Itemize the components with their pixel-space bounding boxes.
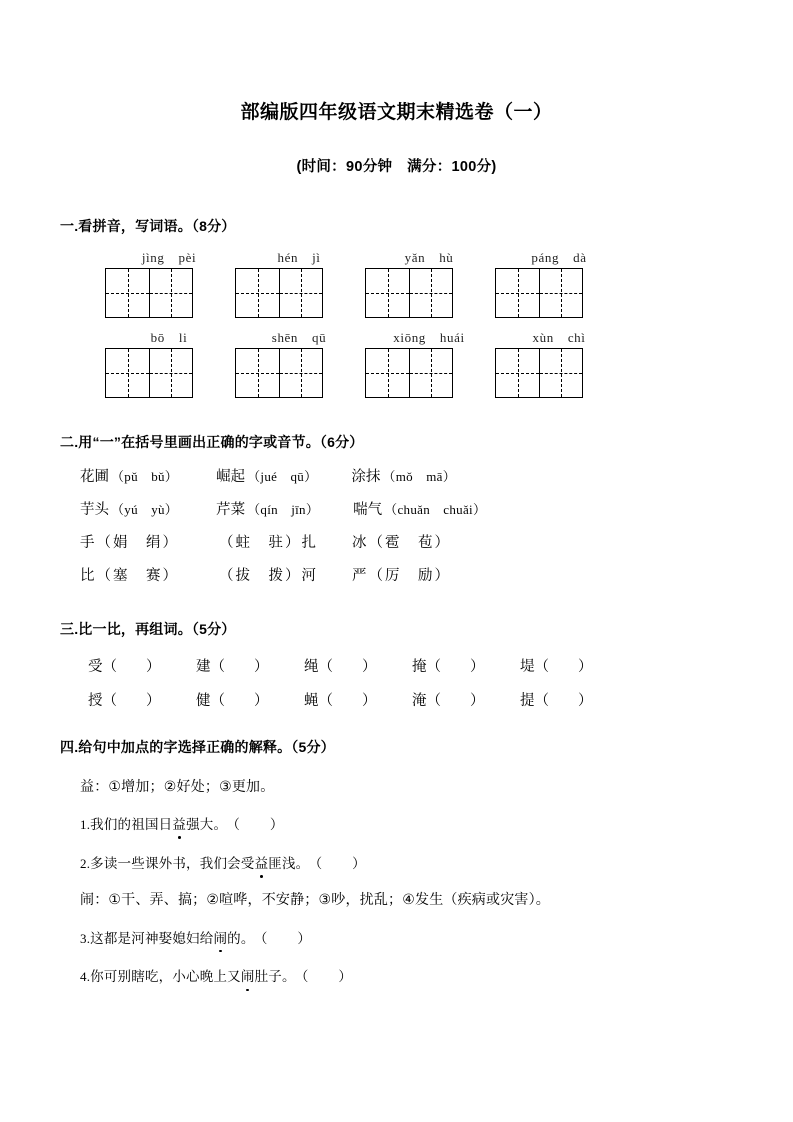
sentence-prefix: 这都是河神娶媳妇给 xyxy=(90,930,214,946)
word-formation-item[interactable]: 提（ ） xyxy=(520,692,593,709)
character-box[interactable] xyxy=(279,349,322,397)
pinyin-syllable: li xyxy=(178,329,188,345)
choice-options[interactable]: （pǔ bǔ） xyxy=(111,468,179,484)
pinyin-group xyxy=(105,247,235,318)
choice-word: 崛起 xyxy=(216,468,246,485)
word-formation-item[interactable]: 绳（ ） xyxy=(304,658,377,675)
choice-question-row xyxy=(50,461,743,494)
pinyin-row-2 xyxy=(50,318,743,398)
answer-blank[interactable]: （ ） xyxy=(301,969,353,985)
word-formation-row-bottom xyxy=(50,682,743,716)
character-box[interactable] xyxy=(236,269,279,317)
choice-item[interactable] xyxy=(216,469,317,486)
pinyin-group xyxy=(365,247,495,318)
character-box-pair[interactable] xyxy=(365,268,453,318)
choice-word: 芋头 xyxy=(80,501,109,518)
sentence-prefix: 多读一些课外书，我们会受 xyxy=(90,856,255,872)
meaning-question-item xyxy=(50,948,743,987)
word-formation-item[interactable]: 健（ ） xyxy=(196,692,269,709)
choice-item[interactable] xyxy=(353,502,486,519)
sentence-suffix: 匪浅。 xyxy=(268,856,310,872)
character-box[interactable] xyxy=(539,269,582,317)
word-formation-item[interactable]: 蝇（ ） xyxy=(304,692,377,709)
choice-item[interactable] xyxy=(351,469,456,486)
character-box-pair[interactable] xyxy=(235,268,323,318)
character-box[interactable] xyxy=(496,269,539,317)
section-four-heading: 四.给句中加点的字选择正确的解释。（5分） xyxy=(60,739,335,756)
pinyin-syllable: hù xyxy=(439,249,454,265)
word-formation-item[interactable]: 堤（ ） xyxy=(520,658,593,675)
character-box[interactable] xyxy=(409,269,452,317)
pinyin-syllable: pèi xyxy=(178,249,197,265)
character-box[interactable] xyxy=(149,269,192,317)
choice-question-row xyxy=(50,527,743,560)
character-box[interactable] xyxy=(106,349,149,397)
character-box-pair[interactable] xyxy=(235,348,323,398)
answer-blank[interactable]: （ ） xyxy=(233,817,285,833)
meaning-question-item xyxy=(50,835,743,874)
choice-question-list xyxy=(50,451,743,593)
meaning-question-item xyxy=(50,910,743,949)
sentence-suffix: 肚子。 xyxy=(254,969,296,985)
pinyin-label-pair xyxy=(495,327,625,348)
sentence-prefix: 我们的祖国日 xyxy=(90,817,173,833)
character-box[interactable] xyxy=(106,269,149,317)
choice-options[interactable]: （yú yù） xyxy=(111,501,179,517)
pinyin-row-1 xyxy=(50,247,743,318)
meaning-selection-block xyxy=(50,757,743,988)
pinyin-group xyxy=(495,247,625,318)
choice-options[interactable]: （蛀 驻）扎 xyxy=(219,534,318,551)
choice-word: 严 xyxy=(352,567,367,584)
pinyin-group xyxy=(495,327,625,398)
choice-options[interactable]: （娟 绢） xyxy=(96,534,179,551)
pinyin-syllable: dà xyxy=(573,249,587,265)
character-box[interactable] xyxy=(409,349,452,397)
section-four xyxy=(50,716,743,987)
definition-line-nao: 闹：①干、弄、搞；②喧哗，不安静；③吵，扰乱；④发生（疾病或灾害）。 xyxy=(80,890,551,907)
choice-word: 芹菜 xyxy=(216,501,246,518)
choice-item[interactable] xyxy=(216,502,319,519)
pinyin-syllable: bō xyxy=(150,329,165,345)
item-number: 3. xyxy=(80,930,91,946)
sentence-suffix: 的。 xyxy=(227,930,255,946)
pinyin-syllable: shēn xyxy=(271,329,299,345)
choice-item[interactable] xyxy=(80,502,178,519)
pinyin-label-pair xyxy=(235,327,365,348)
choice-word: 冰 xyxy=(352,534,367,551)
character-box-pair[interactable] xyxy=(365,348,453,398)
section-two-heading: 二.用“一”在括号里画出正确的字或音节。（6分） xyxy=(60,433,364,450)
choice-options[interactable]: （qín jīn） xyxy=(247,501,320,517)
choice-question-row xyxy=(50,494,743,527)
pinyin-group xyxy=(365,327,495,398)
pinyin-syllable: xiōng xyxy=(393,329,426,345)
choice-item[interactable] xyxy=(217,535,318,552)
character-box[interactable] xyxy=(496,349,539,397)
character-box[interactable] xyxy=(149,349,192,397)
word-formation-item[interactable]: 建（ ） xyxy=(196,658,269,675)
pinyin-label-pair xyxy=(495,247,625,268)
pinyin-label-pair xyxy=(365,247,495,268)
section-two xyxy=(50,398,743,593)
pinyin-group xyxy=(105,327,235,398)
pinyin-syllable: jì xyxy=(312,249,321,265)
character-box-pair[interactable] xyxy=(495,268,583,318)
answer-blank[interactable]: （ ） xyxy=(260,930,312,946)
choice-options[interactable]: （mǒ mā） xyxy=(382,468,456,484)
choice-options[interactable]: （chuǎn chuǎi） xyxy=(384,501,487,517)
pinyin-label-pair xyxy=(235,247,365,268)
choice-item[interactable] xyxy=(80,469,178,486)
choice-item[interactable] xyxy=(80,568,179,585)
item-number: 2. xyxy=(80,856,91,872)
choice-options[interactable]: （拔 拨）河 xyxy=(219,567,318,584)
word-formation-block xyxy=(50,638,743,716)
pinyin-syllable: jìng xyxy=(141,249,165,265)
character-box-pair[interactable] xyxy=(105,268,193,318)
character-box[interactable] xyxy=(236,349,279,397)
choice-options[interactable]: （jué qū） xyxy=(247,468,318,484)
choice-item[interactable] xyxy=(352,535,451,552)
character-box[interactable] xyxy=(366,269,409,317)
pinyin-label-pair xyxy=(365,327,495,348)
pinyin-syllable: huái xyxy=(439,329,465,345)
choice-options[interactable]: （塞 赛） xyxy=(96,567,179,584)
choice-word: 喘气 xyxy=(353,501,383,518)
word-formation-row-top xyxy=(50,648,743,682)
word-formation-item[interactable]: 淹（ ） xyxy=(412,692,485,709)
choice-word: 手 xyxy=(80,534,95,551)
section-three xyxy=(50,593,743,716)
section-one-heading: 一.看拼音，写词语。（8分） xyxy=(60,217,236,234)
choice-item[interactable] xyxy=(352,568,451,585)
choice-word: 比 xyxy=(80,567,95,584)
choice-options[interactable]: （雹 苞） xyxy=(368,534,451,551)
choice-item[interactable] xyxy=(217,568,318,585)
dotted-character: 闹 xyxy=(213,930,227,949)
character-box[interactable] xyxy=(366,349,409,397)
pinyin-syllable: hén xyxy=(277,249,299,265)
choice-item[interactable] xyxy=(80,535,179,552)
word-formation-item[interactable]: 受（ ） xyxy=(88,658,161,675)
character-box[interactable] xyxy=(279,269,322,317)
choice-word: 涂抹 xyxy=(351,468,381,485)
item-number: 4. xyxy=(80,969,91,985)
pinyin-syllable: páng xyxy=(531,249,560,265)
answer-blank[interactable]: （ ） xyxy=(315,856,367,872)
definition-line-yi: 益：①增加；②好处；③更加。 xyxy=(80,777,275,794)
pinyin-syllable: chì xyxy=(567,329,586,345)
dotted-character: 闹 xyxy=(241,968,255,987)
exam-meta-subtitle: (时间：90分钟 满分：100分) xyxy=(296,158,497,175)
character-box-pair[interactable] xyxy=(105,348,193,398)
pinyin-writing-grid xyxy=(50,235,743,398)
pinyin-group xyxy=(235,247,365,318)
character-box[interactable] xyxy=(539,349,582,397)
section-three-heading: 三.比一比，再组词。（5分） xyxy=(60,621,236,638)
pinyin-label-pair xyxy=(105,247,235,268)
word-formation-item[interactable]: 掩（ ） xyxy=(412,658,485,675)
pinyin-group xyxy=(235,327,365,398)
pinyin-syllable: qū xyxy=(312,329,327,345)
sentence-suffix: 强大。 xyxy=(186,817,228,833)
choice-word: 花圃 xyxy=(80,468,109,485)
meaning-question-item xyxy=(50,796,743,835)
page-title: 部编版四年级语文期末精选卷（一） xyxy=(240,102,553,123)
sentence-prefix: 你可别瞎吃，小心晚上又 xyxy=(90,969,241,985)
dotted-character: 益 xyxy=(255,855,269,874)
character-box-pair[interactable] xyxy=(495,348,583,398)
pinyin-label-pair xyxy=(105,327,235,348)
pinyin-syllable: yǎn xyxy=(404,249,426,265)
section-one xyxy=(50,176,743,398)
choice-options[interactable]: （厉 励） xyxy=(368,567,451,584)
choice-question-row xyxy=(50,560,743,593)
word-formation-item[interactable]: 授（ ） xyxy=(88,692,161,709)
dotted-character: 益 xyxy=(172,816,186,835)
pinyin-syllable: xùn xyxy=(532,329,554,345)
item-number: 1. xyxy=(80,817,91,833)
